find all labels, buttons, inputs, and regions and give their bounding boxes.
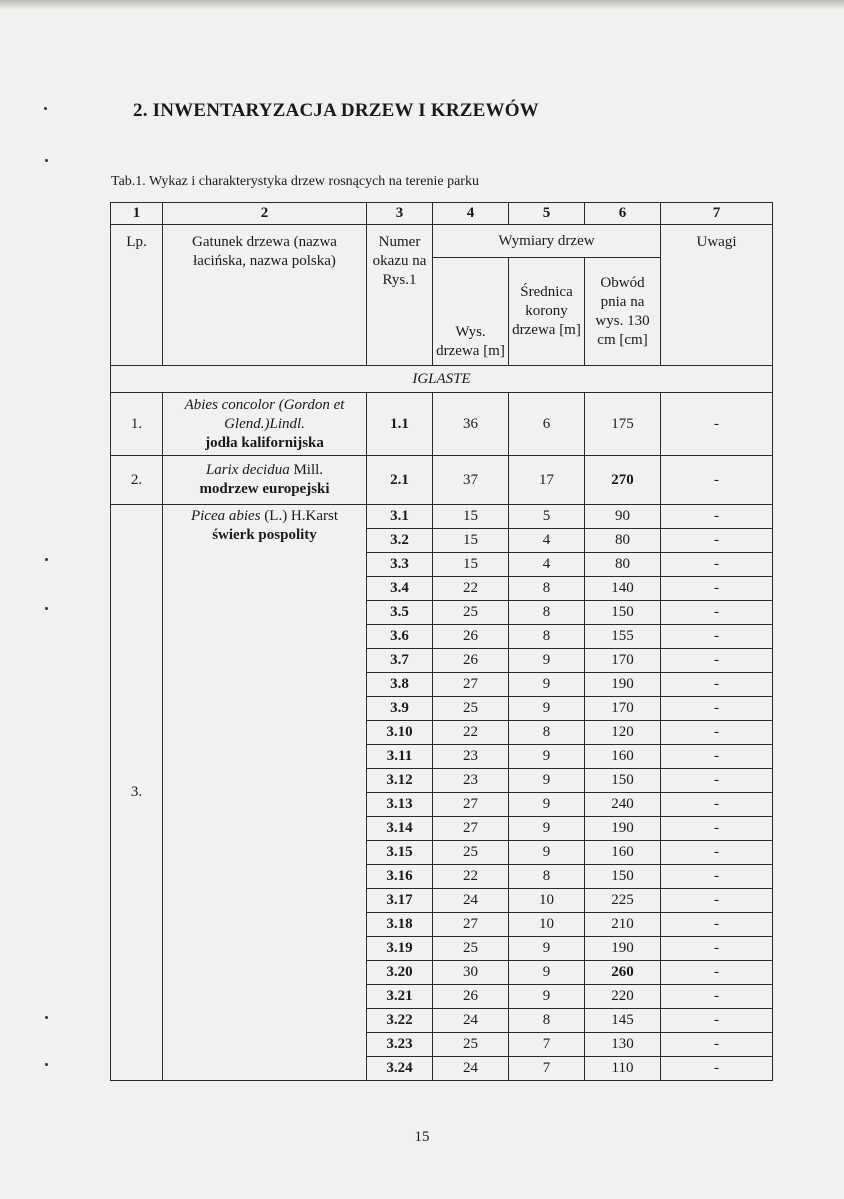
notes-cell: - [661, 673, 773, 697]
notes-cell: - [661, 553, 773, 577]
crown-cell: 9 [509, 697, 585, 721]
notes-cell: - [661, 769, 773, 793]
height-cell: 22 [433, 865, 509, 889]
polish-name: modrzew europejski [199, 481, 330, 497]
notes-cell: - [661, 505, 773, 529]
girth-cell: 140 [585, 577, 661, 601]
notes-cell: - [661, 649, 773, 673]
girth-cell: 80 [585, 529, 661, 553]
notes-cell: - [661, 456, 773, 505]
polish-name: jodła kalifornijska [205, 434, 324, 451]
height-cell: 22 [433, 721, 509, 745]
girth-cell: 190 [585, 937, 661, 961]
girth-cell: 155 [585, 625, 661, 649]
height-cell: 25 [433, 841, 509, 865]
height-cell: 36 [433, 393, 509, 456]
girth-cell: 145 [585, 1009, 661, 1033]
header-height: Wys. drzewa [m] [433, 258, 509, 366]
girth-cell: 220 [585, 985, 661, 1009]
height-cell: 24 [433, 889, 509, 913]
notes-cell: - [661, 625, 773, 649]
height-cell: 26 [433, 649, 509, 673]
girth-cell: 210 [585, 913, 661, 937]
crown-cell: 9 [509, 817, 585, 841]
girth-cell: 110 [585, 1057, 661, 1081]
girth-cell: 240 [585, 793, 661, 817]
height-cell: 15 [433, 529, 509, 553]
crown-cell: 9 [509, 841, 585, 865]
crown-cell: 7 [509, 1057, 585, 1081]
tree-number-cell: 3.13 [367, 793, 433, 817]
species-cell [163, 393, 367, 456]
col-number: 5 [509, 203, 585, 225]
lp-cell: 3. [111, 505, 163, 1081]
notes-cell: - [661, 937, 773, 961]
height-cell: 15 [433, 505, 509, 529]
notes-cell: - [661, 793, 773, 817]
height-cell: 23 [433, 745, 509, 769]
crown-cell: 9 [509, 793, 585, 817]
crown-cell: 8 [509, 721, 585, 745]
girth-cell: 150 [585, 601, 661, 625]
tree-number-cell: 3.1 [367, 505, 433, 529]
latin-name: Abies concolor (Gordon et Glend.)Lindl. [184, 396, 345, 432]
crown-cell: 4 [509, 553, 585, 577]
species-cell [163, 505, 367, 1081]
girth-cell: 190 [585, 817, 661, 841]
header-dimensions: Wymiary drzew [433, 225, 661, 258]
species-author: (L.) H.Karst [260, 508, 339, 524]
crown-cell: 6 [509, 393, 585, 456]
crown-cell: 9 [509, 769, 585, 793]
lp-cell: 2. [111, 456, 163, 505]
girth-cell: 270 [585, 456, 661, 505]
girth-cell: 130 [585, 1033, 661, 1057]
table-row [111, 505, 773, 529]
tree-number-cell: 2.1 [367, 456, 433, 505]
scan-speck [45, 1063, 48, 1066]
col-number: 4 [433, 203, 509, 225]
scan-speck [45, 1016, 48, 1019]
tree-number-cell: 3.9 [367, 697, 433, 721]
header-row [111, 225, 773, 258]
table-row [111, 456, 773, 505]
height-cell: 30 [433, 961, 509, 985]
girth-cell: 160 [585, 745, 661, 769]
height-cell: 27 [433, 673, 509, 697]
species-author: Mill. [289, 462, 324, 478]
crown-cell: 8 [509, 865, 585, 889]
crown-cell: 9 [509, 961, 585, 985]
col-number: 6 [585, 203, 661, 225]
tree-number-cell: 3.17 [367, 889, 433, 913]
table-caption: Tab.1. Wykaz i charakterystyka drzew rosnących na terenie parku [111, 174, 479, 189]
crown-cell: 10 [509, 889, 585, 913]
crown-cell: 10 [509, 913, 585, 937]
latin-name: Picea abies [190, 508, 261, 524]
notes-cell: - [661, 1033, 773, 1057]
notes-cell: - [661, 865, 773, 889]
section-heading: 2. INWENTARYZACJA DRZEW I KRZEWÓW [133, 100, 539, 121]
tree-number-cell: 3.11 [367, 745, 433, 769]
group-label: IGLASTE [111, 366, 773, 393]
crown-cell: 5 [509, 505, 585, 529]
crown-cell: 8 [509, 601, 585, 625]
crown-cell: 7 [509, 1033, 585, 1057]
tree-number-cell: 3.12 [367, 769, 433, 793]
tree-number-cell: 3.7 [367, 649, 433, 673]
girth-cell: 160 [585, 841, 661, 865]
header-tree-number: Numer okazu na Rys.1 [367, 225, 433, 366]
notes-cell: - [661, 601, 773, 625]
notes-cell: - [661, 817, 773, 841]
notes-cell: - [661, 577, 773, 601]
crown-cell: 9 [509, 937, 585, 961]
tree-number-cell: 3.2 [367, 529, 433, 553]
girth-cell: 170 [585, 649, 661, 673]
col-number: 3 [367, 203, 433, 225]
crown-cell: 8 [509, 1009, 585, 1033]
scan-speck [44, 107, 47, 110]
girth-cell: 260 [585, 961, 661, 985]
col-number: 2 [163, 203, 367, 225]
notes-cell: - [661, 529, 773, 553]
polish-name: świerk pospolity [212, 527, 317, 543]
crown-cell: 9 [509, 985, 585, 1009]
girth-cell: 170 [585, 697, 661, 721]
height-cell: 25 [433, 937, 509, 961]
tree-number-cell: 3.5 [367, 601, 433, 625]
crown-cell: 9 [509, 673, 585, 697]
scan-speck [45, 159, 48, 162]
height-cell: 24 [433, 1057, 509, 1081]
crown-cell: 9 [509, 649, 585, 673]
crown-cell: 17 [509, 456, 585, 505]
girth-cell: 190 [585, 673, 661, 697]
header-notes: Uwagi [661, 225, 773, 366]
height-cell: 27 [433, 817, 509, 841]
scan-top-edge [0, 0, 844, 10]
notes-cell: - [661, 1057, 773, 1081]
tree-number-cell: 3.15 [367, 841, 433, 865]
scan-speck [45, 558, 48, 561]
height-cell: 23 [433, 769, 509, 793]
column-number-row [111, 203, 773, 225]
group-row [111, 366, 773, 393]
height-cell: 25 [433, 601, 509, 625]
height-cell: 24 [433, 1009, 509, 1033]
notes-cell: - [661, 745, 773, 769]
tree-number-cell: 1.1 [367, 393, 433, 456]
girth-cell: 150 [585, 769, 661, 793]
tree-number-cell: 3.19 [367, 937, 433, 961]
tree-number-cell: 3.10 [367, 721, 433, 745]
girth-cell: 80 [585, 553, 661, 577]
height-cell: 37 [433, 456, 509, 505]
notes-cell: - [661, 889, 773, 913]
notes-cell: - [661, 985, 773, 1009]
tree-number-cell: 3.16 [367, 865, 433, 889]
height-cell: 25 [433, 1033, 509, 1057]
notes-cell: - [661, 721, 773, 745]
header-girth: Obwód pnia na wys. 130 cm [cm] [585, 258, 661, 366]
girth-cell: 175 [585, 393, 661, 456]
notes-cell: - [661, 961, 773, 985]
notes-cell: - [661, 841, 773, 865]
tree-number-cell: 3.20 [367, 961, 433, 985]
tree-number-cell: 3.22 [367, 1009, 433, 1033]
girth-cell: 120 [585, 721, 661, 745]
crown-cell: 4 [509, 529, 585, 553]
height-cell: 22 [433, 577, 509, 601]
species-cell [163, 456, 367, 505]
crown-cell: 8 [509, 577, 585, 601]
tree-number-cell: 3.24 [367, 1057, 433, 1081]
height-cell: 27 [433, 793, 509, 817]
height-cell: 26 [433, 625, 509, 649]
col-number: 7 [661, 203, 773, 225]
latin-name: Larix decidua [205, 462, 290, 478]
height-cell: 25 [433, 697, 509, 721]
scan-speck [45, 607, 48, 610]
notes-cell: - [661, 913, 773, 937]
girth-cell: 225 [585, 889, 661, 913]
height-cell: 27 [433, 913, 509, 937]
crown-cell: 8 [509, 625, 585, 649]
tree-number-cell: 3.14 [367, 817, 433, 841]
notes-cell: - [661, 697, 773, 721]
notes-cell: - [661, 1009, 773, 1033]
girth-cell: 150 [585, 865, 661, 889]
col-number: 1 [111, 203, 163, 225]
page-number: 15 [414, 1129, 430, 1145]
girth-cell: 90 [585, 505, 661, 529]
header-lp: Lp. [111, 225, 163, 366]
crown-cell: 9 [509, 745, 585, 769]
tree-number-cell: 3.18 [367, 913, 433, 937]
header-crown: Średnica korony drzewa [m] [509, 258, 585, 366]
tree-inventory-table [110, 202, 773, 1081]
height-cell: 15 [433, 553, 509, 577]
tree-number-cell: 3.3 [367, 553, 433, 577]
lp-cell: 1. [111, 393, 163, 456]
tree-number-cell: 3.4 [367, 577, 433, 601]
tree-number-cell: 3.23 [367, 1033, 433, 1057]
tree-number-cell: 3.21 [367, 985, 433, 1009]
height-cell: 26 [433, 985, 509, 1009]
header-species: Gatunek drzewa (nazwa łacińska, nazwa polska) [163, 225, 367, 366]
notes-cell: - [661, 393, 773, 456]
tree-number-cell: 3.8 [367, 673, 433, 697]
tree-number-cell: 3.6 [367, 625, 433, 649]
table-row [111, 393, 773, 456]
